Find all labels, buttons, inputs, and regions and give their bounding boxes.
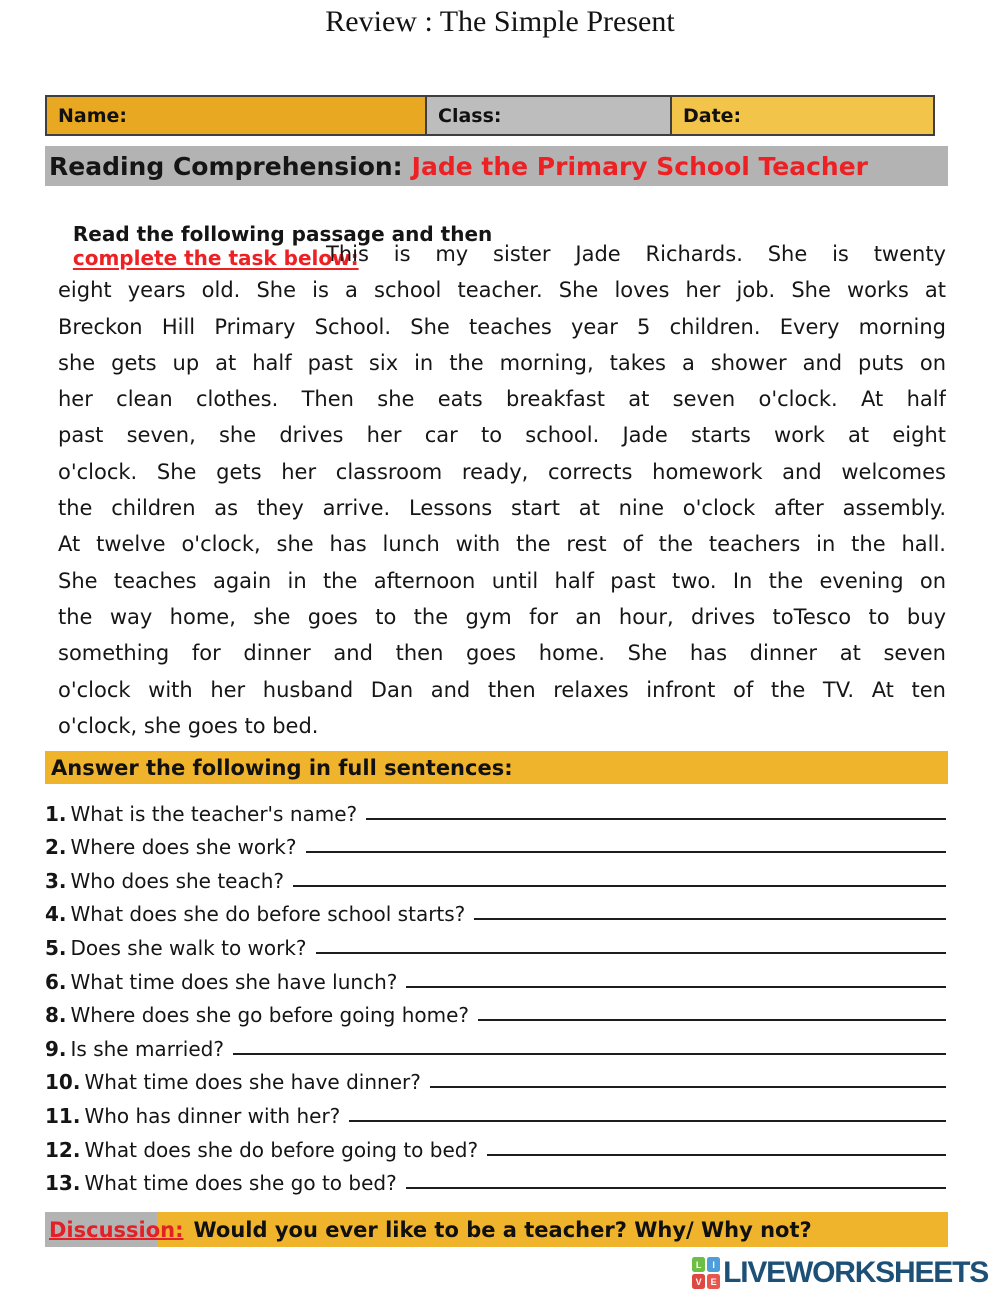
name-field-box[interactable]: [47, 97, 427, 134]
answer-blank[interactable]: [366, 818, 946, 820]
instruction-text: Read the following passage and then: [72, 222, 500, 246]
question-number: 8.: [45, 1003, 67, 1028]
class-label: Class:: [438, 104, 502, 127]
passage-line: past seven, she drives her car to school. Jade starts work at eight: [58, 423, 946, 448]
date-label: Date:: [683, 104, 742, 127]
question-text: Where does she work?: [70, 835, 297, 860]
question-row: [45, 1061, 946, 1095]
passage-line: o'clock, she goes to bed.: [58, 713, 319, 738]
answer-blank[interactable]: [406, 986, 946, 988]
passage-line: something for dinner and then goes home. She has dinner at seven: [58, 641, 946, 666]
question-number: 1.: [45, 801, 67, 826]
question-row: [45, 1094, 946, 1128]
answer-blank[interactable]: [430, 1086, 946, 1088]
question-text: What time does she go to bed?: [84, 1171, 397, 1196]
question-number: 13.: [45, 1171, 81, 1196]
answer-blank[interactable]: [233, 1053, 946, 1055]
answer-section-heading: Answer the following in full sentences:: [51, 755, 513, 780]
page-title: Review : The Simple Present: [325, 5, 675, 38]
answer-blank[interactable]: [478, 1019, 946, 1021]
question-text: What time does she have lunch?: [70, 969, 398, 994]
discussion-label: Discussion:: [49, 1217, 184, 1242]
question-text: Who does she teach?: [70, 868, 285, 893]
discussion-prompt: Would you ever like to be a teacher? Why/ Why not?: [193, 1217, 812, 1242]
student-info-table: [45, 95, 935, 136]
question-number: 6.: [45, 969, 67, 994]
passage-line: This is my sister Jade Richards. She is twenty: [326, 242, 946, 266]
answer-blank[interactable]: [406, 1187, 946, 1189]
question-text: What time does she have dinner?: [84, 1070, 421, 1095]
question-row: [45, 994, 946, 1028]
question-number: 12.: [45, 1137, 81, 1162]
question-text: What is the teacher's name?: [70, 801, 358, 826]
date-field-box[interactable]: [672, 97, 933, 134]
question-row: [45, 1027, 946, 1061]
question-text: Does she walk to work?: [70, 935, 307, 960]
question-text: Is she married?: [70, 1036, 224, 1061]
discussion-text: [49, 1212, 812, 1247]
passage-line: the children as they arrive. Lessons start at nine o'clock after assembly.: [58, 496, 946, 521]
passage-line: Breckon Hill Primary School. She teaches year 5 children. Every morning: [58, 314, 946, 339]
logo-square-e: E: [707, 1274, 720, 1289]
question-number: 3.: [45, 868, 67, 893]
answer-blank[interactable]: [487, 1154, 946, 1156]
question-number: 10.: [45, 1070, 81, 1095]
liveworksheets-brand: LIVEWORKSHEETS: [723, 1256, 988, 1289]
question-row: [45, 1128, 946, 1162]
passage-line: She teaches again in the afternoon until half past two. In the evening on: [58, 568, 946, 593]
question-row: [45, 1162, 946, 1196]
question-number: 2.: [45, 835, 67, 860]
question-number: 9.: [45, 1036, 67, 1061]
reading-comprehension-bar: [45, 146, 948, 186]
answer-blank[interactable]: [474, 918, 946, 920]
answer-section-heading-bar: [45, 751, 948, 784]
question-text: What does she do before going to bed?: [84, 1137, 479, 1162]
passage-line: the way home, she goes to the gym for an hour, drives toTesco to buy: [58, 604, 946, 629]
question-row: [45, 792, 946, 826]
answer-blank[interactable]: [306, 851, 946, 853]
passage-line: she gets up at half past six in the morning, takes a shower and puts on: [58, 350, 946, 375]
liveworksheets-logo[interactable]: [692, 1256, 988, 1290]
logo-square-l: L: [692, 1257, 705, 1272]
question-number: 5.: [45, 935, 67, 960]
passage-line: eight years old. She is a school teacher. She loves her job. She works at: [58, 278, 946, 303]
question-text: Who has dinner with her?: [84, 1103, 341, 1128]
reading-passage: [58, 236, 946, 744]
answer-blank[interactable]: [316, 952, 946, 954]
question-number: 4.: [45, 902, 67, 927]
discussion-bar: [45, 1212, 948, 1247]
passage-line: her clean clothes. Then she eats breakfast at seven o'clock. At half: [58, 387, 946, 412]
question-list: [45, 792, 946, 1195]
passage-line: o'clock with her husband Dan and then relaxes infront of the TV. At ten: [58, 677, 946, 702]
reading-comprehension-label: Reading Comprehension:: [49, 151, 403, 181]
question-row: [45, 960, 946, 994]
question-number: 11.: [45, 1103, 81, 1128]
passage-line: o'clock. She gets her classroom ready, corrects homework and welcomes: [58, 459, 946, 484]
passage-title: Jade the Primary School Teacher: [411, 151, 868, 181]
question-row: [45, 826, 946, 860]
logo-square-v: V: [692, 1274, 705, 1289]
liveworksheets-icon: [692, 1257, 720, 1289]
answer-blank[interactable]: [349, 1120, 946, 1122]
answer-blank[interactable]: [293, 885, 946, 887]
question-text: What does she do before school starts?: [70, 902, 466, 927]
question-row: [45, 893, 946, 927]
instruction-emphasis: complete the task below:: [72, 246, 359, 270]
class-field-box[interactable]: [427, 97, 672, 134]
question-row: [45, 926, 946, 960]
name-label: Name:: [58, 104, 128, 127]
question-text: Where does she go before going home?: [70, 1003, 470, 1028]
logo-square-i: I: [707, 1257, 720, 1272]
passage-line: At twelve o'clock, she has lunch with the rest of the teachers in the hall.: [58, 532, 946, 557]
question-row: [45, 859, 946, 893]
